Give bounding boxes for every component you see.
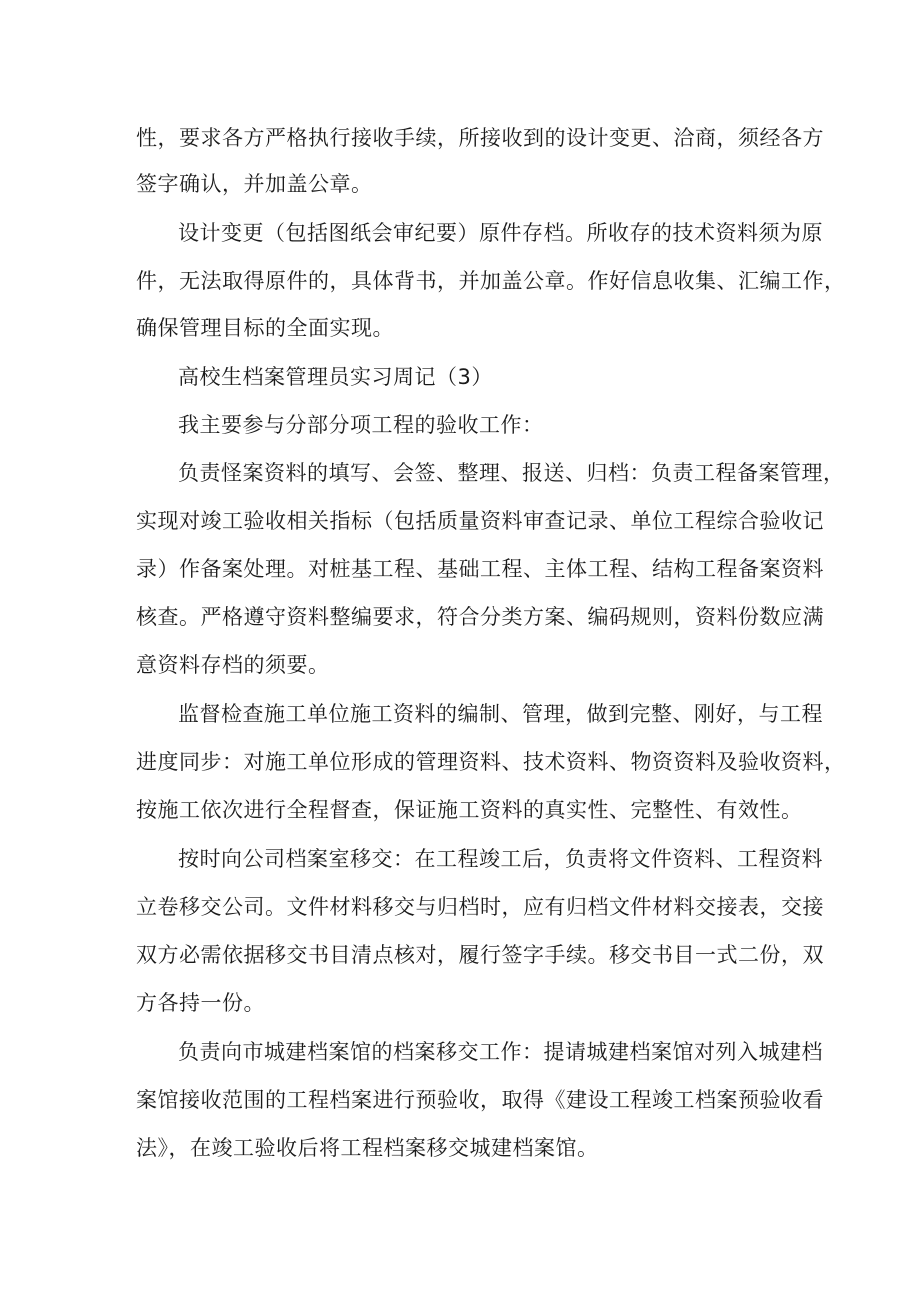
text-line: 立卷移交公司。文件材料移交与归档时，应有归档文件材料交接表，交接 — [136, 895, 824, 919]
text-line: 录）作备案处理。对桩基工程、基础工程、主体工程、结构工程备案资料 — [136, 557, 824, 581]
text-line: 核查。严格遵守资料整编要求，符合分类方案、编码规则，资料份数应满 — [136, 605, 824, 629]
text-line: 方各持一份。 — [136, 991, 265, 1015]
text-line: 设计变更（包括图纸会审纪要）原件存档。所收存的技术资料须为原 — [178, 221, 823, 245]
text-line: 确保管理目标的全面实现。 — [136, 316, 394, 340]
text-line: 按施工依次进行全程督查，保证施工资料的真实性、完整性、有效性。 — [136, 798, 803, 822]
text-line: 案馆接收范围的工程档案进行预验收，取得《建设工程竣工档案预验收看 — [136, 1088, 824, 1112]
text-line: 意资料存档的须要。 — [136, 653, 330, 677]
text-line: 监督检查施工单位施工资料的编制、管理，做到完整、刚好，与工程 — [178, 702, 823, 726]
text-line: 双方必需依据移交书目清点核对，履行签字手续。移交书目一式二份，双 — [136, 943, 824, 967]
text-line: 签字确认，并加盖公章。 — [136, 172, 373, 196]
text-line: 我主要参与分部分项工程的验收工作： — [178, 413, 544, 437]
text-line: 性，要求各方严格执行接收手续，所接收到的设计变更、洽商，须经各方 — [136, 126, 824, 150]
section-heading: 高校生档案管理员实习周记（3） — [178, 365, 493, 389]
text-line: 负责向市城建档案馆的档案移交工作：提请城建档案馆对列入城建档 — [178, 1040, 823, 1064]
text-line: 按时向公司档案室移交：在工程竣工后，负责将文件资料、工程资料 — [178, 847, 823, 871]
text-line: 件，无法取得原件的，具体背书，并加盖公章。作好信息收集、汇编工作， — [136, 269, 846, 293]
text-line: 进度同步：对施工单位形成的管理资料、技术资料、物资资料及验收资料， — [136, 750, 846, 774]
text-line: 负责怪案资料的填写、会签、整理、报送、归档：负责工程备案管理， — [178, 461, 845, 485]
text-line: 法》，在竣工验收后将工程档案移交城建档案馆。 — [136, 1136, 599, 1160]
text-line: 实现对竣工验收相关指标（包括质量资料审查记录、单位工程综合验收记 — [136, 509, 824, 533]
